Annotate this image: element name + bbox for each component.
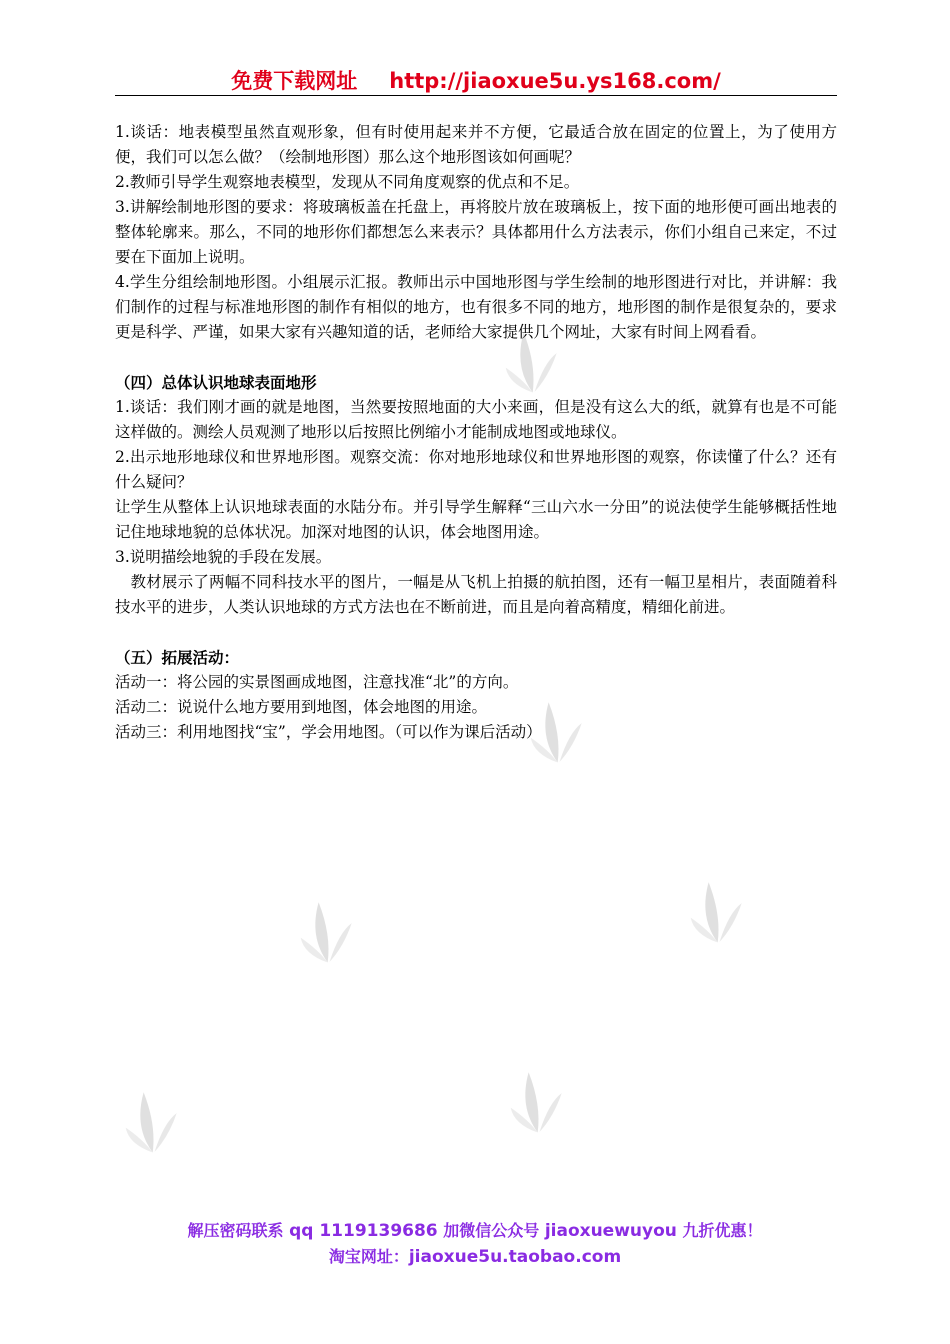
activity-2: 活动二：说说什么地方要用到地图，体会地图的用途。 — [115, 698, 488, 716]
paragraph-1: 1.谈话：地表模型虽然直观形象，但有时使用起来并不方便，它最适合放在固定的位置上，为了使用方便，我们可以怎么做？（绘制地形图）那么这个地形图该如何画呢？ — [115, 123, 837, 166]
paragraph-4: 4.学生分组绘制地形图。小组展示汇报。教师出示中国地形图与学生绘制的地形图进行对比，并讲解：我们制作的过程与标准地形图的制作有相似的地方，也有很多不同的地方，地形图的制作是很复杂的，要求更是科学、严谨，如果大家有兴趣知道的话，老师给大家提供几个网址，大家有时间上网看看。 — [115, 273, 837, 341]
leaf-logo-icon — [287, 834, 521, 978]
document-body — [115, 120, 837, 745]
footer-taobao-label: 淘宝网址： — [328, 1247, 409, 1266]
header-divider — [115, 95, 837, 96]
paragraph-3: 3.讲解绘制地形图的要求：将玻璃板盖在托盘上，再将胶片放在玻璃板上，按下面的地形便可画出地表的整体轮廓来。那么，不同的地形你们都想怎么来表示？具体都用什么方法表示，你们小组自己来定，不过要在下面加上说明。 — [115, 198, 837, 266]
watermark-logo — [497, 1004, 732, 1152]
footer-wechat-label: 加微信公众号 — [443, 1221, 540, 1240]
watermark-logo — [677, 814, 912, 962]
footer-qq-number: qq 1119139686 — [289, 1221, 438, 1241]
footer-contact — [0, 1218, 950, 1270]
header-free-download-label: 免费下载网址 — [231, 69, 358, 93]
leaf-logo-icon — [112, 1024, 346, 1168]
section-heading-5: （五）拓展活动： — [115, 648, 240, 667]
header-url-link[interactable]: http://jiaoxue5u.ys168.com/ — [389, 69, 721, 93]
footer-line-2 — [0, 1244, 950, 1270]
header-banner — [115, 66, 837, 96]
footer-password-label: 解压密码联系 — [187, 1221, 284, 1240]
activity-3: 活动三：利用地图找“宝”，学会用地图。（可以作为课后活动） — [115, 723, 542, 741]
paragraph-6: 2.出示地形地球仪和世界地形图。观察交流：你对地形地球仪和世界地形图的观察，你读懂了什么？还有什么疑问？ — [115, 448, 837, 491]
leaf-logo-icon — [677, 814, 911, 958]
watermark-logo — [287, 834, 522, 982]
footer-taobao-link[interactable]: jiaoxue5u.taobao.com — [408, 1247, 622, 1267]
paragraph-9: 教材展示了两幅不同科技水平的图片，一幅是从飞机上拍摄的航拍图，还有一幅卫星相片，表面随着科技水平的进步，人类认识地球的方式方法也在不断前进，而且是向着高精度，精细化前进。 — [115, 573, 837, 616]
paragraph-8: 3.说明描绘地貌的手段在发展。 — [115, 548, 332, 566]
paragraph-7: 让学生从整体上认识地球表面的水陆分布。并引导学生解释“三山六水一分田”的说法使学生能够概括性地记住地球地貌的总体状况。加深对地图的认识，体会地图用途。 — [115, 498, 837, 541]
paragraph-5: 1.谈话：我们刚才画的就是地图，当然要按照地面的大小来画，但是没有这么大的纸，就算有也是不可能这样做的。测绘人员观测了地形以后按照比例缩小才能制成地图或地球仪。 — [115, 398, 837, 441]
paragraph-2: 2.教师引导学生观察地表模型，发现从不同角度观察的优点和不足。 — [115, 173, 580, 191]
footer-wechat-id: jiaoxuewuyou — [544, 1221, 677, 1241]
watermark-logo — [112, 1024, 347, 1172]
footer-discount-label: 九折优惠！ — [682, 1221, 763, 1240]
section-heading-4: （四）总体认识地球表面地形 — [115, 373, 317, 392]
activity-1: 活动一：将公园的实景图画成地图，注意找准“北”的方向。 — [115, 673, 519, 691]
leaf-logo-icon — [497, 1004, 731, 1148]
footer-line-1 — [0, 1218, 950, 1244]
